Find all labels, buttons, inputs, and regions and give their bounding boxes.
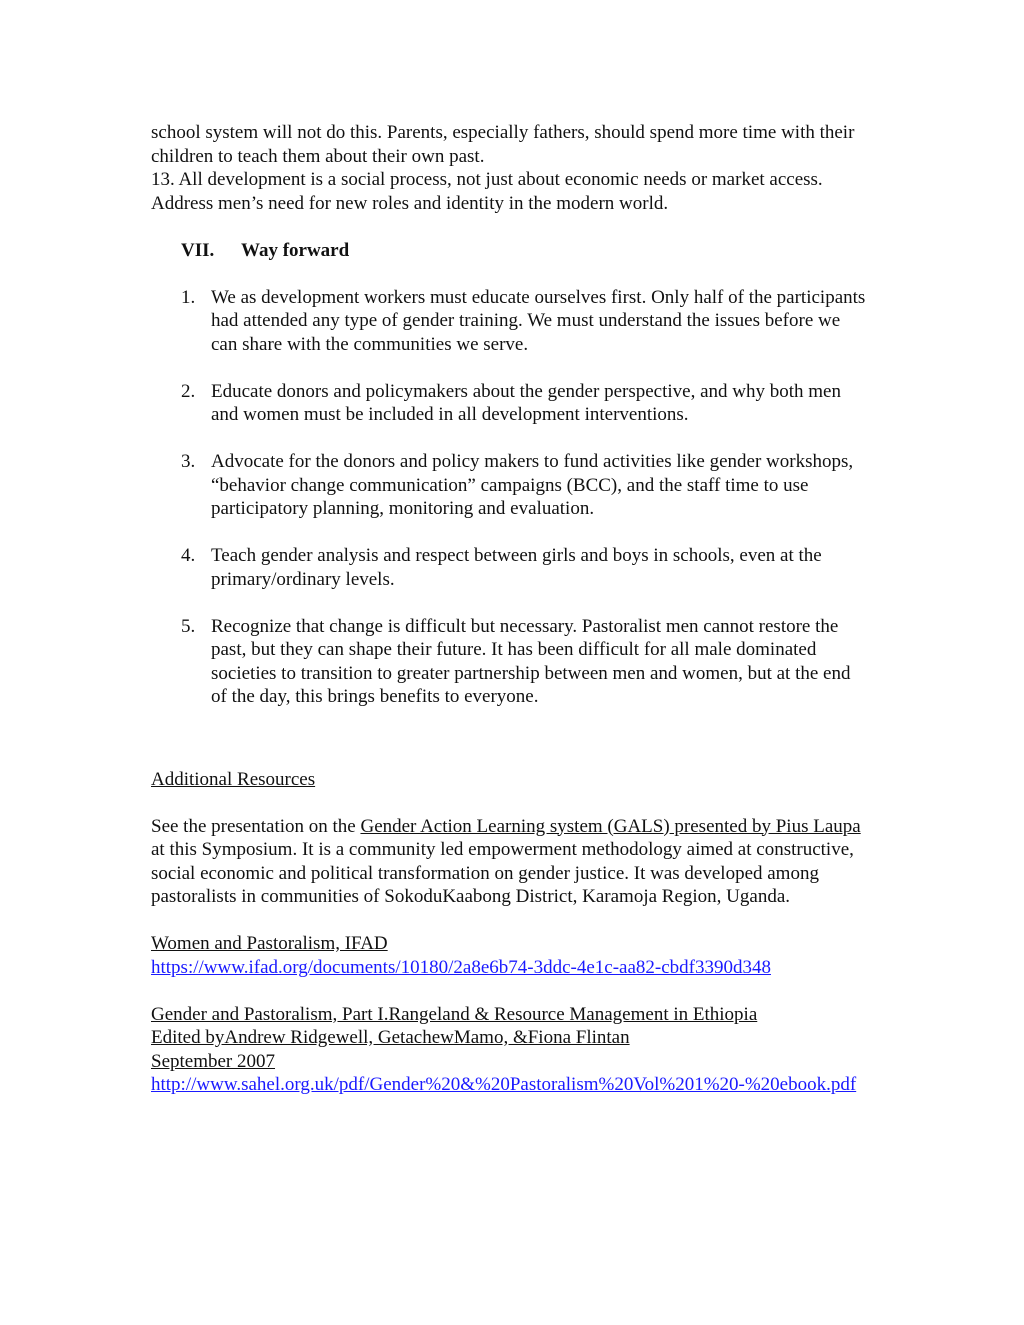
intro-paragraph: school system will not do this. Parents, especially fathers, should spend more time with their children to teach them about their own past.	[151, 122, 855, 167]
ifad-resource	[151, 932, 871, 979]
list-item	[181, 615, 871, 709]
item-13-paragraph: 13. All development is a social process, not just about economic needs or market access. Address men’s need for new roles and identity in the modern world.	[151, 169, 823, 214]
resources-heading: Additional Resources	[151, 768, 316, 790]
way-forward-list	[151, 286, 871, 709]
sahel-editors: Edited byAndrew Ridgewell, GetachewMamo, &Fiona Flintan	[151, 1027, 630, 1048]
list-item-number: 1.	[181, 286, 196, 308]
section-title: Way forward	[241, 239, 350, 261]
list-item-text: Advocate for the donors and policy makers to fund activities like gender workshops, “behavior change communication” campaigns (BCC), and the staff time to use participatory planning, monitoring and evaluation.	[211, 451, 854, 519]
list-item-number: 4.	[181, 545, 196, 566]
list-item-number: 2.	[181, 380, 196, 402]
document-page	[151, 121, 871, 1097]
ifad-title: Women and Pastoralism, IFAD	[151, 933, 388, 954]
list-item	[181, 450, 871, 521]
gals-paragraph	[151, 815, 871, 909]
gals-prefix: See the presentation on the	[151, 815, 361, 837]
list-item-text: Recognize that change is difficult but necessary. Pastoralist men cannot restore the past, but they can shape their future. It has been difficult for all male dominated societies to transition to greater partnership between men and women, but at the end of the day, this brings benefits to everyone.	[211, 615, 851, 707]
gals-presentation-link[interactable]: Gender Action Learning system (GALS) presented by Pius Laupa	[360, 815, 861, 837]
section-number: VII.	[181, 239, 215, 261]
sahel-resource	[151, 1003, 871, 1097]
ifad-url-link[interactable]: https://www.ifad.org/documents/10180/2a8e6b74-3ddc-4e1c-aa82-cbdf3390d348	[151, 956, 771, 978]
list-item	[181, 544, 871, 591]
section-heading	[181, 239, 871, 263]
list-item-text: Educate donors and policymakers about the gender perspective, and why both men and women must be included in all development interventions.	[211, 380, 841, 425]
list-item	[181, 380, 871, 427]
gals-suffix: at this Symposium. It is a community led empowerment methodology aimed at constructive, social economic and political transformation on gender justice. It was developed among pastoralists in communities of SokoduKaabong District, Karamoja Region, Uganda.	[151, 839, 854, 907]
list-item-text: Teach gender analysis and respect between girls and boys in schools, even at the primary/ordinary levels.	[211, 545, 822, 590]
sahel-url-link[interactable]: http://www.sahel.org.uk/pdf/Gender%20&%20Pastoralism%20Vol%201%20-%20ebook.pdf	[151, 1074, 857, 1095]
list-item-text: We as development workers must educate ourselves first. Only half of the participants had attended any type of gender training. We must understand the issues before we can share with the communities we serve.	[211, 286, 866, 355]
list-item-number: 5.	[181, 615, 196, 637]
list-item	[181, 286, 871, 357]
list-item-number: 3.	[181, 451, 196, 472]
sahel-date: September 2007	[151, 1050, 276, 1072]
sahel-title: Gender and Pastoralism, Part I.Rangeland & Resource Management in Ethiopia	[151, 1003, 758, 1025]
